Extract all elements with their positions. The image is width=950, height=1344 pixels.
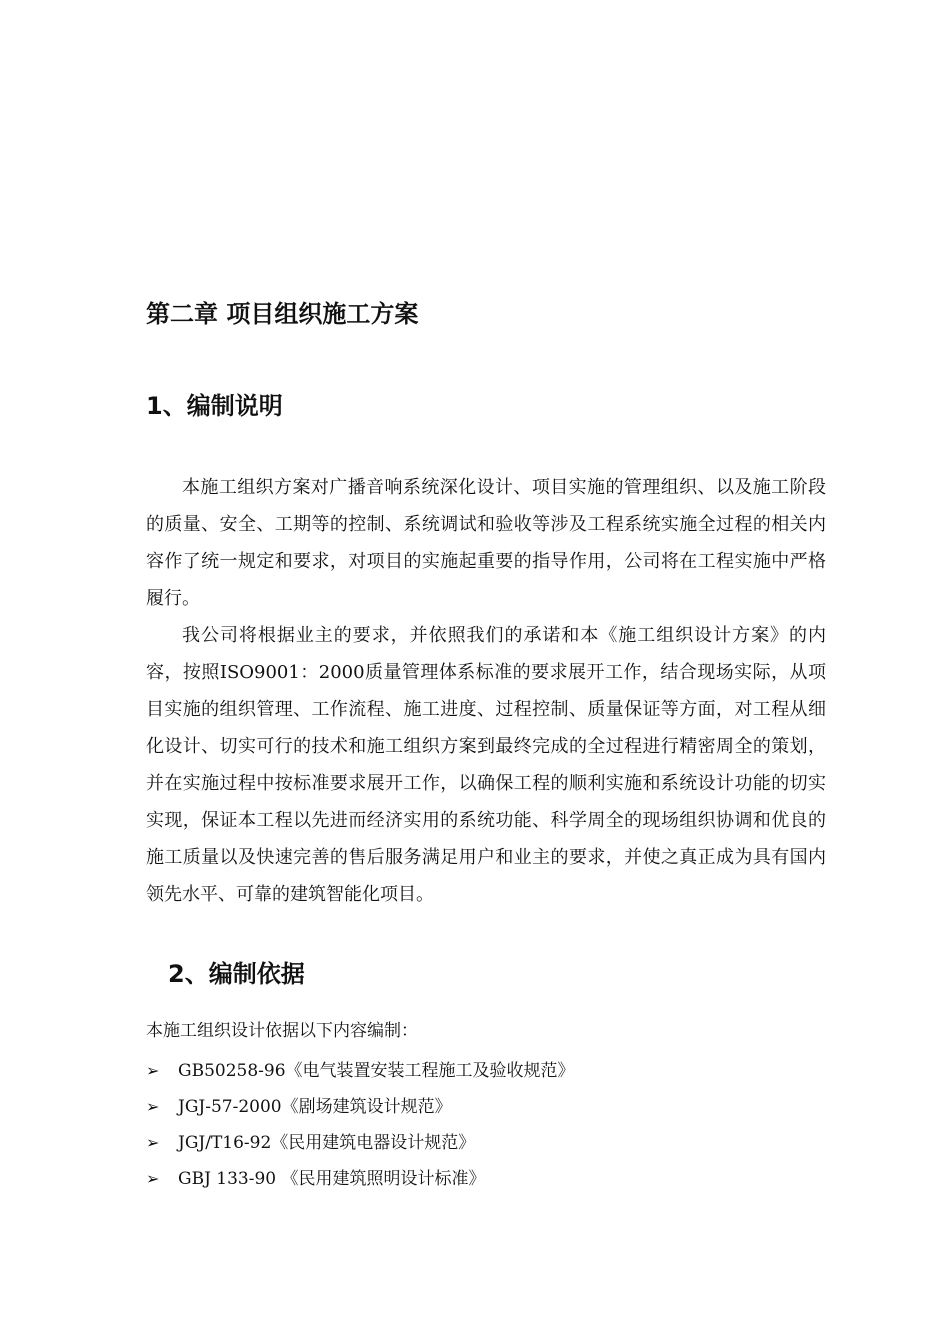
paragraph-2: 我公司将根据业主的要求，并依照我们的承诺和本《施工组织设计方案》的内容，按照ISO9001：2000质量管理体系标准的要求展开工作，结合现场实际，从项目实施的组织管理、工作流程、施工进度、过程控制、质量保证等方面，对工程从细化设计、切实可行的技术和施工组织方案到最终完成的全过程进行精密周全的策划，并在实施过程中按标准要求展开工作，以确保工程的顺利实施和系统设计功能的切实实现，保证本工程以先进而经济实用的系统功能、科学周全的现场组织协调和优良的施工质量以及快速完善的售后服务满足用户和业主的要求，并使之真正成为具有国内领先水平、可靠的建筑智能化项目。	[146, 625, 826, 905]
reference-text: JGJ/T16-92《民用建筑电器设计规范》	[178, 1133, 476, 1153]
reference-text: JGJ-57-2000《剧场建筑设计规范》	[178, 1097, 452, 1117]
section-heading-2: 2、编制依据	[168, 960, 305, 988]
arrow-bullet-icon: ➢	[146, 1133, 160, 1152]
references-list	[146, 1053, 575, 1197]
reference-text: GBJ 133-90 《民用建筑照明设计标准》	[178, 1169, 486, 1189]
list-item	[146, 1161, 575, 1197]
arrow-bullet-icon: ➢	[146, 1169, 160, 1188]
list-item	[146, 1089, 575, 1125]
list-item	[146, 1053, 575, 1089]
arrow-bullet-icon: ➢	[146, 1097, 160, 1116]
chapter-title: 第二章 项目组织施工方案	[146, 300, 419, 328]
section-heading-1: 1、编制说明	[146, 392, 283, 420]
reference-text: GB50258-96《电气装置安装工程施工及验收规范》	[178, 1061, 575, 1081]
arrow-bullet-icon: ➢	[146, 1061, 160, 1080]
list-item	[146, 1125, 575, 1161]
references-intro: 本施工组织设计依据以下内容编制：	[146, 1021, 418, 1041]
paragraph-1: 本施工组织方案对广播音响系统深化设计、项目实施的管理组织、以及施工阶段的质量、安全、工期等的控制、系统调试和验收等涉及工程系统实施全过程的相关内容作了统一规定和要求，对项目的实施起重要的指导作用，公司将在工程实施中严格履行。	[146, 477, 826, 609]
